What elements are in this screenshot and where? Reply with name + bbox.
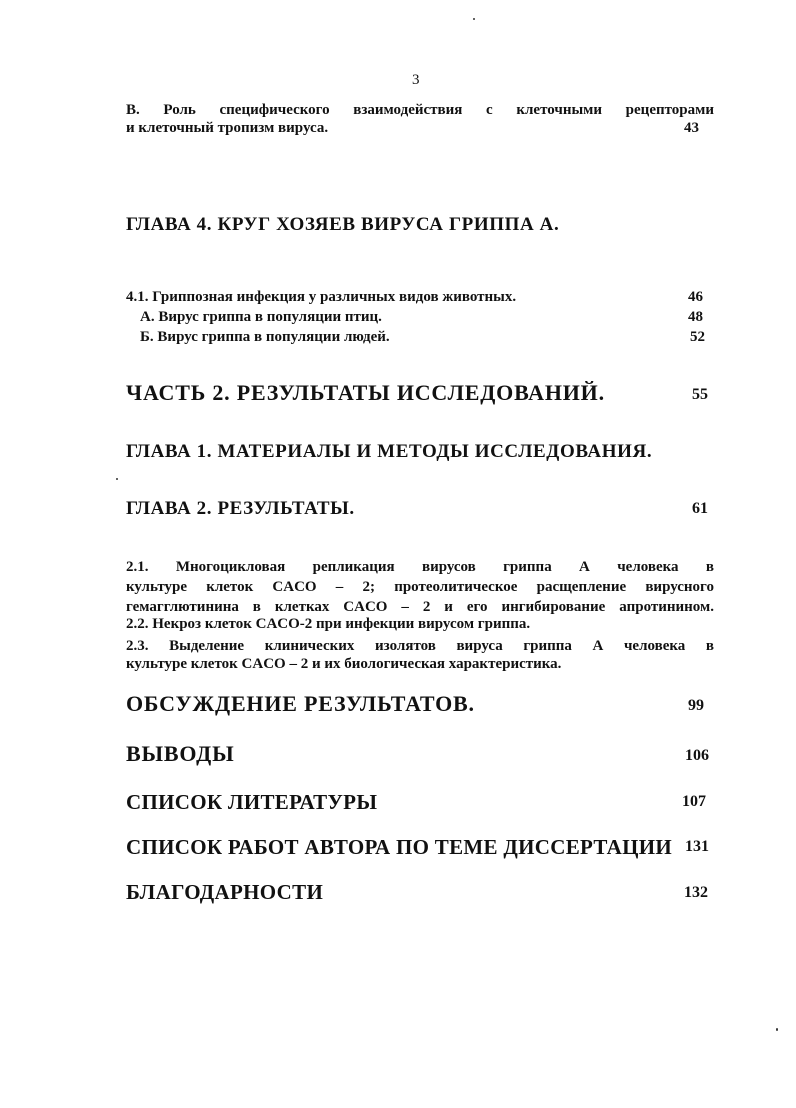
toc-section-2-1-line1: 2.1. Многоцикловая репликация вирусов гриппа А человека в [126,559,714,575]
scan-speck [116,478,118,480]
toc-section-2-1-line3: гемагглютинина в клетках CACO – 2 и его ингибирование апротинином. [126,599,714,615]
toc-chapter4-title: ГЛАВА 4. КРУГ ХОЗЯЕВ ВИРУСА ГРИППА А. [126,214,560,235]
toc-page-chapter2: 61 [692,500,708,517]
toc-part2-title: ЧАСТЬ 2. РЕЗУЛЬТАТЫ ИССЛЕДОВАНИЙ. [126,380,605,405]
toc-section-2-3-line2: культуре клеток CACO – 2 и их биологическая характеристика. [126,656,562,672]
toc-section-4-1-a: А. Вирус гриппа в популяции птиц. [140,309,382,325]
toc-acknowledgements-title: БЛАГОДАРНОСТИ [126,880,324,904]
toc-page-conclusions: 106 [685,747,709,764]
scan-speck [776,1028,778,1031]
toc-page-4-1-b: 52 [690,329,705,345]
toc-page-part2: 55 [692,386,708,403]
toc-section-2-1-line2: культуре клеток CACO – 2; протеолитическое расщепление вирусного [126,579,714,595]
toc-page-b-role: 43 [684,120,699,136]
toc-page-acknowledgements: 132 [684,884,708,901]
toc-page-4-1-a: 48 [688,309,703,325]
page-number: 3 [412,72,420,88]
toc-conclusions-title: ВЫВОДЫ [126,741,235,766]
toc-discussion-title: ОБСУЖДЕНИЕ РЕЗУЛЬТАТОВ. [126,691,475,716]
scan-speck [473,18,475,20]
toc-references-title: СПИСОК ЛИТЕРАТУРЫ [126,790,378,814]
toc-section-2-2: 2.2. Некроз клеток CACO-2 при инфекции вирусом гриппа. [126,616,531,632]
toc-author-works-title: СПИСОК РАБОТ АВТОРА ПО ТЕМЕ ДИССЕРТАЦИИ [126,835,673,859]
toc-section-4-1: 4.1. Гриппозная инфекция у различных видов животных. [126,289,517,305]
toc-entry-b-role-line1: В. Роль специфического взаимодействия с клеточными рецепторами [126,102,714,118]
toc-page-4-1: 46 [688,289,703,305]
toc-page-discussion: 99 [688,697,704,714]
toc-section-4-1-b: Б. Вирус гриппа в популяции людей. [140,329,390,345]
toc-chapter2-title: ГЛАВА 2. РЕЗУЛЬТАТЫ. [126,498,355,519]
toc-chapter1-title: ГЛАВА 1. МАТЕРИАЛЫ И МЕТОДЫ ИССЛЕДОВАНИЯ. [126,441,653,462]
toc-page-author-works: 131 [685,838,709,855]
toc-entry-b-role-line2: и клеточный тропизм вируса. [126,120,329,136]
toc-section-2-3-line1: 2.3. Выделение клинических изолятов вируса гриппа А человека в [126,638,714,654]
toc-page-references: 107 [682,793,706,810]
